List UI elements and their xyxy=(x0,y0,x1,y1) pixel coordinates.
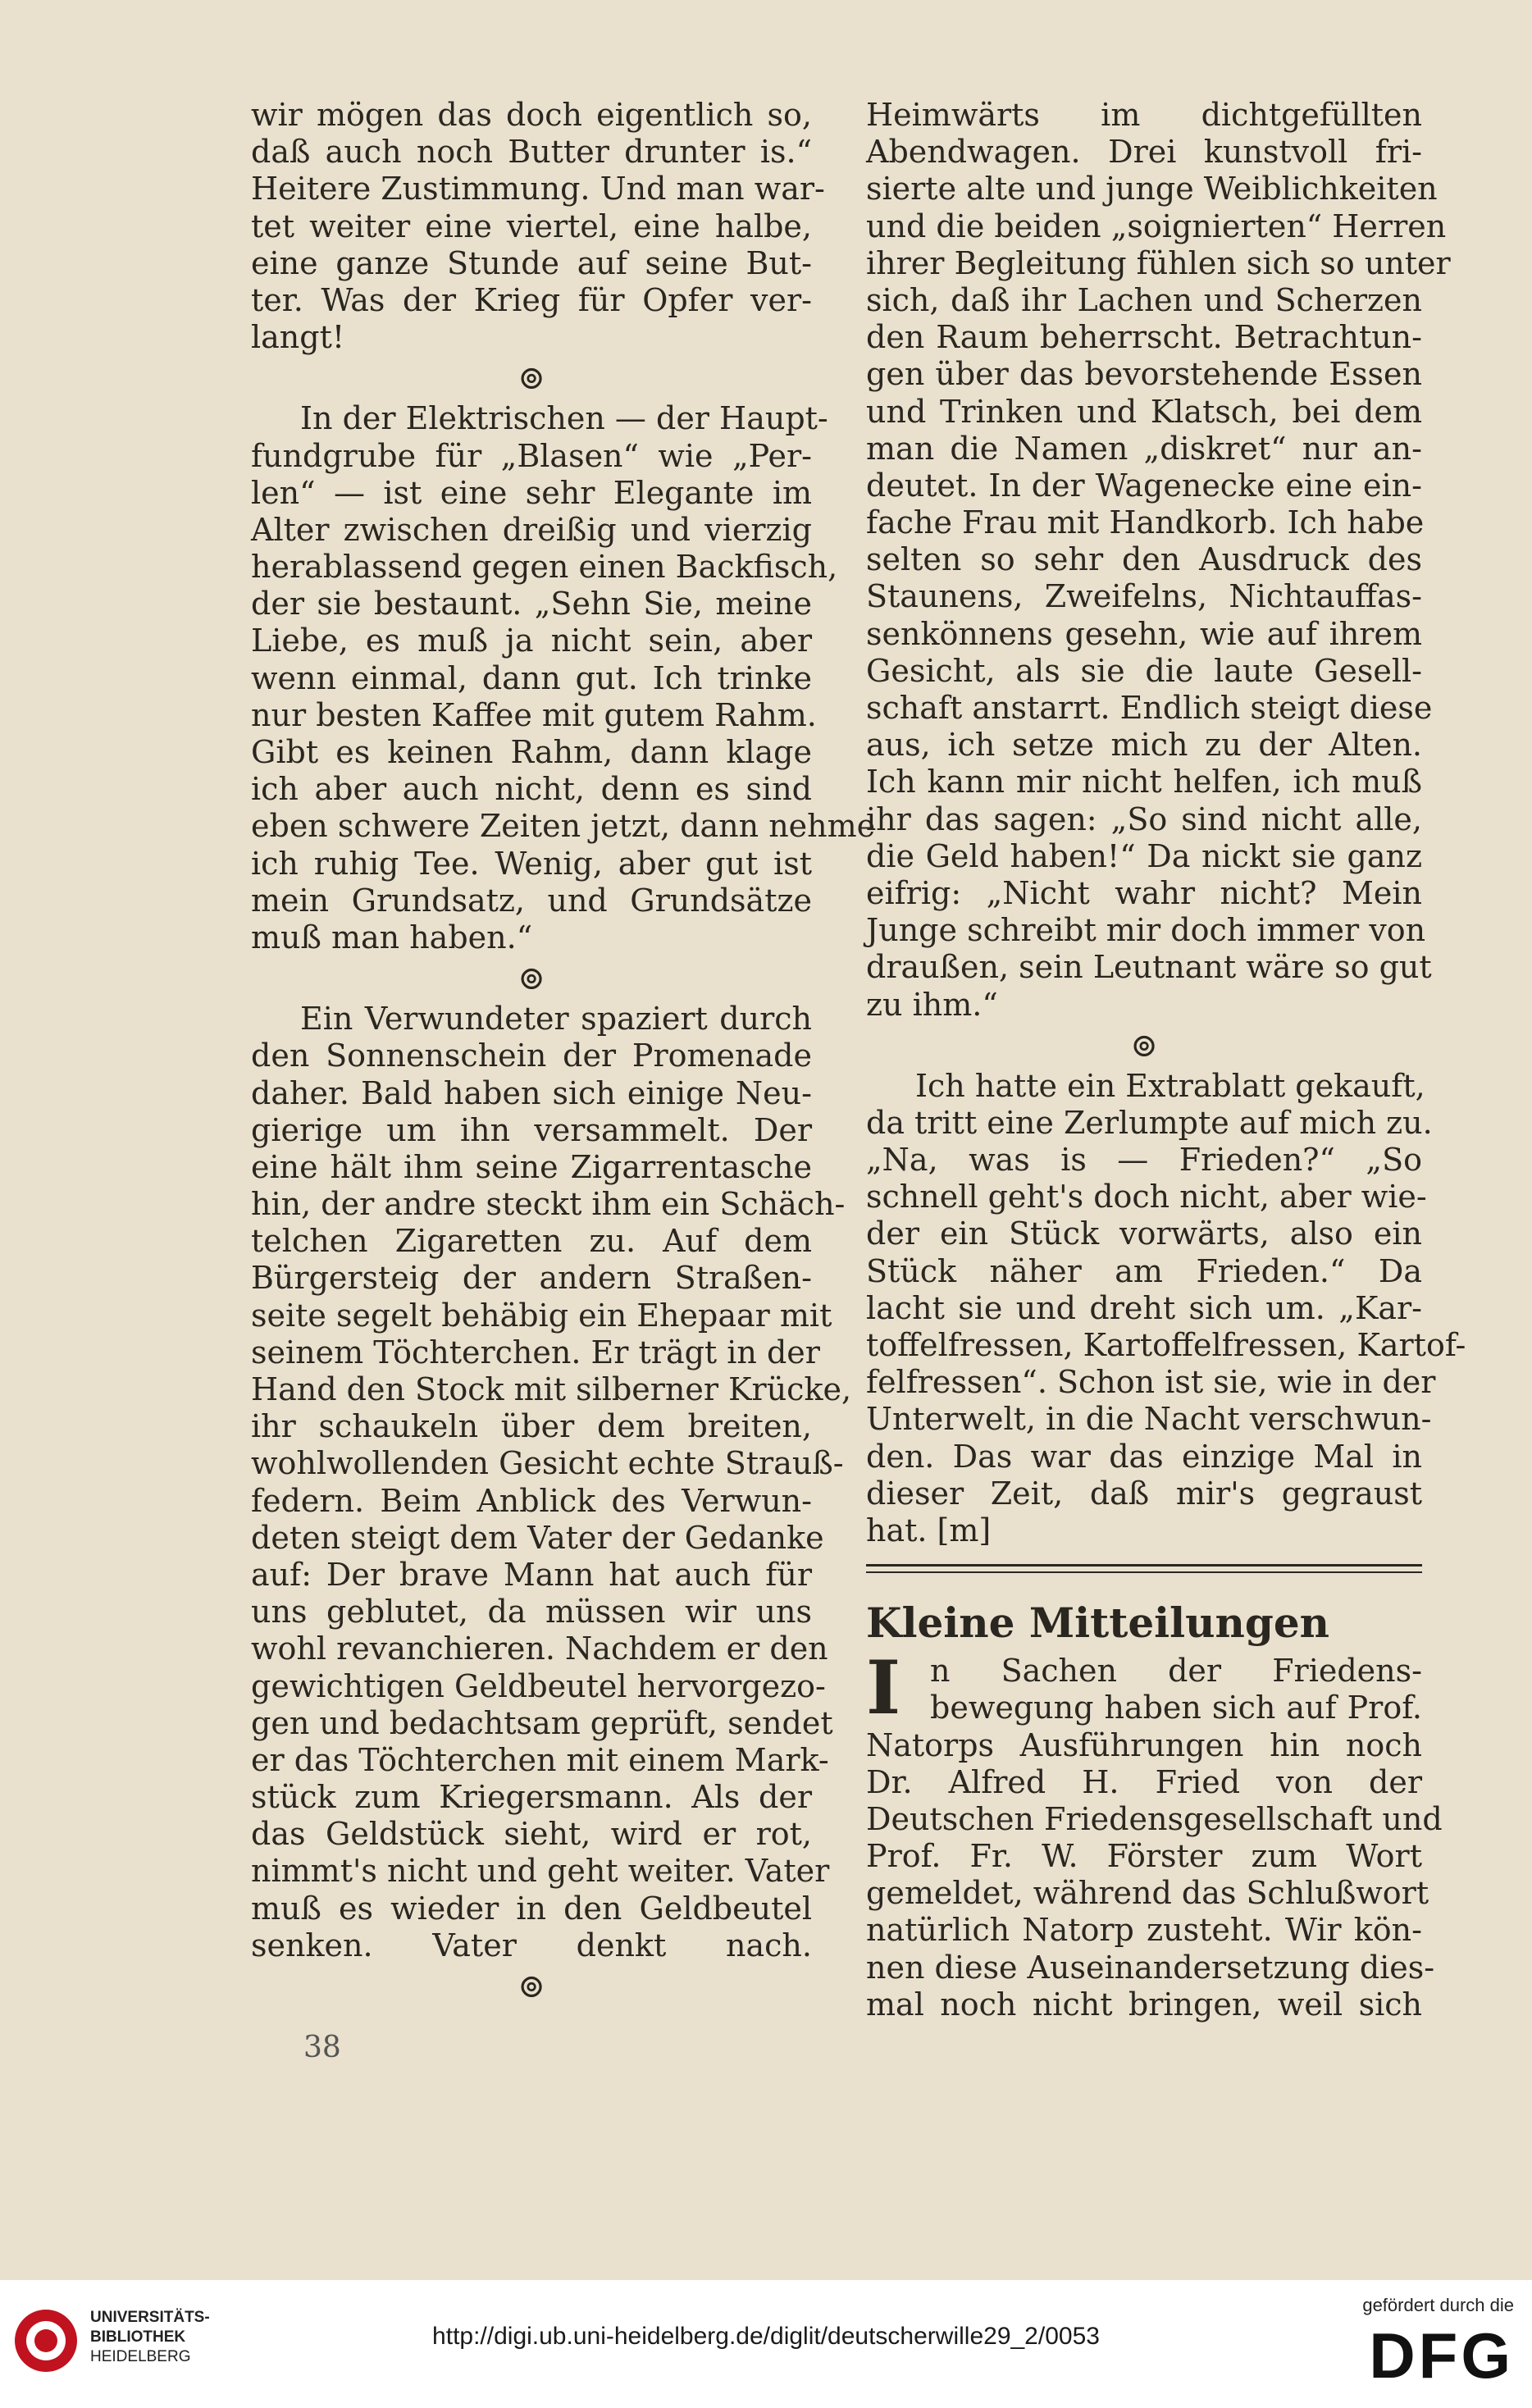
text-line: Prof. Fr. W. Förster zum Wort xyxy=(866,1838,1422,1875)
text-line: draußen, sein Leutnant wäre so gut xyxy=(866,949,1432,986)
text-line: lacht sie und dreht sich um. „Kar- xyxy=(866,1289,1422,1326)
text-line: n Sachen der Friedens- xyxy=(930,1653,1422,1690)
text-line: felfressen“. Schon ist sie, wie in der xyxy=(866,1364,1436,1401)
text-line: eine ganze Stunde auf seine But- xyxy=(251,244,812,281)
text-line: eben schwere Zeiten jetzt, dann nehme xyxy=(251,808,876,845)
text-line: gierige um ihn versammelt. Der xyxy=(251,1111,812,1148)
text-line: Alter zwischen dreißig und vierzig xyxy=(251,511,812,548)
text-line: ihrer Begleitung fühlen sich so unter xyxy=(866,244,1451,281)
section-ornament-icon: ⊚ xyxy=(518,960,545,998)
section-ornament-icon: ⊚ xyxy=(518,1968,545,2005)
text-line: dieser Zeit, daß mir's gegraust xyxy=(866,1475,1422,1512)
text-line: wenn einmal, dann gut. Ich trinke xyxy=(251,659,812,696)
text-line: seinem Töchterchen. Er trägt in der xyxy=(251,1334,820,1370)
text-line: eine hält ihm seine Zigarrentasche xyxy=(251,1148,812,1185)
text-line: bewegung haben sich auf Prof. xyxy=(930,1690,1422,1726)
text-line: er das Töchterchen mit einem Mark- xyxy=(251,1741,829,1778)
text-line: Stück näher am Frieden.“ Da xyxy=(866,1252,1422,1289)
text-line: Gibt es keinen Rahm, dann klage xyxy=(251,734,812,770)
rule-thick xyxy=(866,1564,1422,1567)
text-line: federn. Beim Anblick des Verwun- xyxy=(251,1482,812,1519)
text-line: ihr schaukeln über dem breiten, xyxy=(251,1408,812,1445)
text-line: natürlich Natorp zusteht. Wir kön- xyxy=(866,1912,1422,1949)
text-line: sich, daß ihr Lachen und Scherzen xyxy=(866,281,1422,318)
text-line: muß es wieder in den Geldbeutel xyxy=(251,1890,812,1927)
permalink-url[interactable]: http://digi.ub.uni-heidelberg.de/diglit/deutscherwille29_2/0053 xyxy=(432,2323,1100,2350)
text-line: stück zum Kriegersmann. Als der xyxy=(251,1779,812,1816)
double-rule-divider xyxy=(866,1549,1422,1594)
text-line: Hand den Stock mit silberner Krücke, xyxy=(251,1371,852,1407)
section-heading: Kleine Mitteilungen xyxy=(866,1598,1329,1648)
text-line: aus, ich setze mich zu der Alten. xyxy=(866,727,1422,764)
text-line: auf: Der brave Mann hat auch für xyxy=(251,1556,812,1593)
library-name-line-1: UNIVERSITÄTS- xyxy=(90,2309,210,2326)
text-line: Ich hatte ein Extrablatt gekauft, xyxy=(915,1067,1425,1104)
text-line: Heitere Zustimmung. Und man war- xyxy=(251,171,825,208)
text-line: Gesicht, als sie die laute Gesell- xyxy=(866,652,1422,689)
dfg-logo[interactable]: DFG xyxy=(1369,2319,1514,2392)
text-line: schaft anstarrt. Endlich steigt diese xyxy=(866,690,1433,726)
text-line: die Geld haben!“ Da nickt sie ganz xyxy=(866,837,1422,874)
library-name-line-3: HEIDELBERG xyxy=(90,2348,191,2365)
text-line: sierte alte und junge Weiblichkeiten xyxy=(866,171,1438,208)
text-line: nur besten Kaffee mit gutem Rahm. xyxy=(251,696,817,733)
text-line: Unterwelt, in die Nacht verschwun- xyxy=(866,1401,1432,1438)
text-line: wohlwollenden Gesicht echte Strauß- xyxy=(251,1445,844,1482)
text-line: uns geblutet, da müssen wir uns xyxy=(251,1594,812,1630)
text-line: ich aber auch nicht, denn es sind xyxy=(251,771,812,808)
left-column xyxy=(251,97,876,2009)
text-line: hat. [m] xyxy=(866,1512,992,1548)
rule-thin xyxy=(866,1571,1422,1573)
text-line: gewichtigen Geldbeutel hervorgezo- xyxy=(251,1667,826,1704)
text-line: und die beiden „soignierten“ Herren xyxy=(866,208,1447,244)
library-name-line-2: BIBLIOTHEK xyxy=(90,2328,186,2346)
text-line: gen und bedachtsam geprüft, sendet xyxy=(251,1704,833,1741)
text-line: Junge schreibt mir doch immer von xyxy=(866,912,1426,949)
text-line: Ein Verwundeter spaziert durch xyxy=(300,1001,812,1038)
text-line: fundgrube für „Blasen“ wie „Per- xyxy=(251,437,812,474)
text-line: nimmt's nicht und geht weiter. Vater xyxy=(251,1853,830,1890)
text-line: muß man haben.“ xyxy=(251,919,533,955)
text-line: den Raum beherrscht. Betrachtun- xyxy=(866,319,1422,356)
text-line: den. Das war das einzige Mal in xyxy=(866,1438,1422,1475)
text-line: Staunens, Zweifelns, Nichtauffas- xyxy=(866,578,1422,615)
sponsor-caption: gefördert durch die xyxy=(1362,2295,1514,2315)
text-line: schnell geht's doch nicht, aber wie- xyxy=(866,1179,1427,1215)
text-line: ich ruhig Tee. Wenig, aber gut ist xyxy=(251,845,812,882)
text-line: der sie bestaunt. „Sehn Sie, meine xyxy=(251,586,812,623)
text-line: mal noch nicht bringen, weil sich xyxy=(866,1986,1422,2023)
sponsor-block xyxy=(1334,2295,1514,2401)
text-line: nen diese Auseinandersetzung dies- xyxy=(866,1949,1435,1986)
text-line: fache Frau mit Handkorb. Ich habe xyxy=(866,504,1425,541)
text-line: herablassend gegen einen Backfisch, xyxy=(251,549,838,586)
text-line: len“ — ist eine sehr Elegante im xyxy=(251,474,812,511)
text-line: und Trinken und Klatsch, bei dem xyxy=(866,393,1422,430)
text-line: selten so sehr den Ausdruck des xyxy=(866,541,1422,578)
text-line: deten steigt dem Vater der Gedanke xyxy=(251,1519,824,1556)
right-column xyxy=(866,97,1466,2023)
text-line: langt! xyxy=(251,319,345,356)
text-line: Dr. Alfred H. Fried von der xyxy=(866,1763,1422,1800)
text-line: senken. Vater denkt nach. xyxy=(251,1927,812,1963)
text-line: Liebe, es muß ja nicht sein, aber xyxy=(251,623,812,659)
text-line: In der Elektrischen — der Haupt- xyxy=(300,400,828,437)
text-line: Ich kann mir nicht helfen, ich muß xyxy=(866,764,1422,800)
text-line: „Na, was is — Frieden?“ „So xyxy=(866,1142,1422,1179)
text-line: ter. Was der Krieg für Opfer ver- xyxy=(251,281,812,318)
text-line: wohl revanchieren. Nachdem er den xyxy=(251,1630,828,1667)
text-line: das Geldstück sieht, wird er rot, xyxy=(251,1816,812,1853)
text-line: da tritt eine Zerlumpte auf mich zu. xyxy=(866,1104,1433,1141)
text-line: deutet. In der Wagenecke eine ein- xyxy=(866,467,1422,504)
text-line: gemeldet, während das Schlußwort xyxy=(866,1875,1429,1912)
text-line: wir mögen das doch eigentlich so, xyxy=(251,97,812,133)
text-line: man die Namen „diskret“ nur an- xyxy=(866,430,1422,467)
drop-cap: I xyxy=(866,1644,901,1732)
page-number: 38 xyxy=(303,2031,341,2064)
text-line: seite segelt behäbig ein Ehepaar mit xyxy=(251,1297,832,1334)
text-line: hin, der andre steckt ihm ein Schäch- xyxy=(251,1186,846,1223)
text-line: gen über das bevorstehende Essen xyxy=(866,356,1422,393)
section-ornament-icon: ⊚ xyxy=(518,359,545,398)
text-line: Deutschen Friedensgesellschaft und xyxy=(866,1800,1443,1837)
text-line: toffelfressen, Kartoffelfressen, Kartof- xyxy=(866,1327,1466,1363)
text-line: daher. Bald haben sich einige Neu- xyxy=(251,1074,812,1111)
text-line: ihr das sagen: „So sind nicht alle, xyxy=(866,800,1422,837)
text-line: daß auch noch Butter drunter is.“ xyxy=(251,134,812,171)
text-line: den Sonnenschein der Promenade xyxy=(251,1038,812,1074)
text-line: eifrig: „Nicht wahr nicht? Mein xyxy=(866,874,1422,911)
text-line: mein Grundsatz, und Grundsätze xyxy=(251,882,812,919)
text-line: Heimwärts im dichtgefüllten xyxy=(866,97,1422,133)
text-line: Abendwagen. Drei kunstvoll fri- xyxy=(866,134,1422,171)
text-line: telchen Zigaretten zu. Auf dem xyxy=(251,1223,812,1260)
text-line: Bürgersteig der andern Straßen- xyxy=(251,1260,812,1297)
text-line: senkönnens gesehn, wie auf ihrem xyxy=(866,615,1422,652)
text-line: der ein Stück vorwärts, also ein xyxy=(866,1215,1422,1252)
text-line: zu ihm.“ xyxy=(866,986,998,1023)
viewer-footer xyxy=(0,2280,1532,2408)
section-ornament-icon: ⊚ xyxy=(1130,1026,1158,1065)
text-line: tet weiter eine viertel, eine halbe, xyxy=(251,208,812,244)
text-line: Natorps Ausführungen hin noch xyxy=(866,1726,1422,1763)
